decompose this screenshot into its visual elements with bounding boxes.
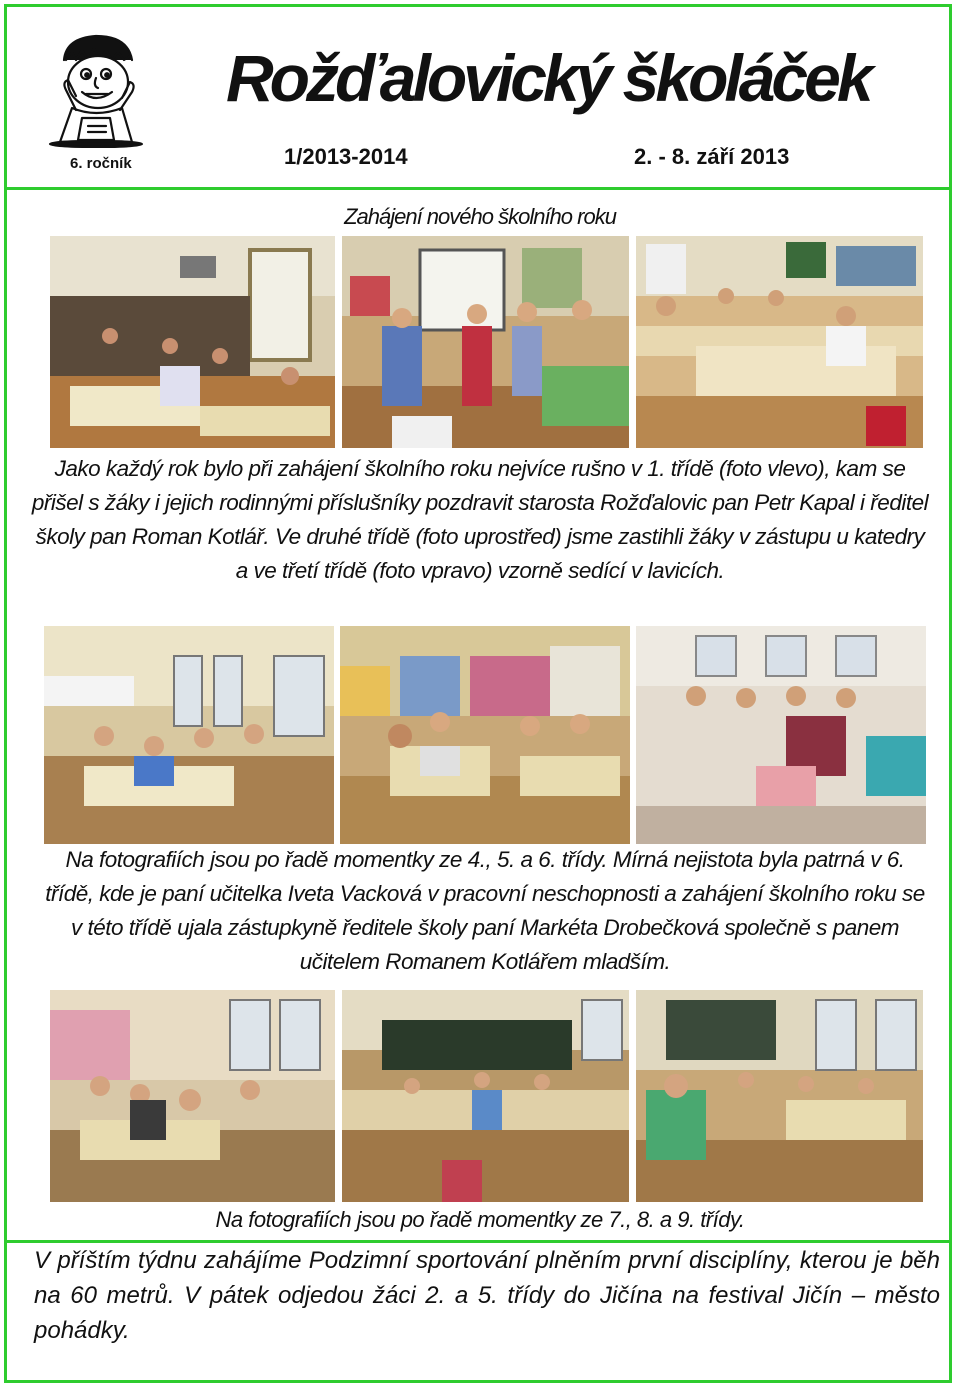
paragraph-3: Na fotografiích jsou po řadě momentky ze 7., 8. a 9. třídy. (215, 1207, 745, 1232)
grade-label: 6. ročník (70, 155, 132, 172)
newsletter-title: Rožďalovický školáček (226, 41, 870, 115)
photo-class-5 (340, 626, 630, 844)
article-heading: Zahájení nového školního roku (344, 204, 616, 229)
photo-class-7 (50, 990, 335, 1202)
school-boy-logo-icon (36, 30, 156, 148)
announcement-paragraph: V příštím týdnu zahájíme Podzimní sportování plněním první disciplíny, kterou je běh na 60 metrů. V pátek odjedou žáci 2. a 5. třídy do Jičína na festival Jičín – město pohádky. (34, 1247, 940, 1344)
photo-class-4 (44, 626, 334, 844)
photo-class-3 (636, 236, 923, 448)
paragraph-1: Jako každý rok bylo při zahájení školního roku nejvíce rušno v 1. třídě (foto vlevo), kam se přišel s žáky i jejich rodinnými příslušníky pozdravit starosta Rožďalovic pan Petr Kapal i ředitel školy pan Roman Kotlář. Ve druhé třídě (foto uprostřed) jsme zastihli žáky v zástupu u katedry a ve třetí třídě (foto vpravo) vzorně sedící v lavicích. (31, 456, 929, 583)
issue-number: 1/2013-2014 (284, 144, 408, 169)
photo-class-6 (636, 626, 926, 844)
issue-date: 2. - 8. září 2013 (634, 144, 790, 169)
photo-class-9 (636, 990, 923, 1202)
header-divider (6, 187, 952, 190)
paragraph-2: Na fotografiích jsou po řadě momentky ze 4., 5. a 6. třídy. Mírná nejistota byla patrná v 6. třídě, kde je paní učitelka Iveta Vacková v pracovní neschopnosti a zahájení školního roku se v této třídě ujala zástupkyně ředitele školy paní Markéta Drobečková společně s panem učitelem Romanem Kotlářem mladším. (45, 847, 925, 974)
photo-class-2 (342, 236, 629, 448)
photo-class-8 (342, 990, 629, 1202)
photo-class-1 (50, 236, 335, 448)
